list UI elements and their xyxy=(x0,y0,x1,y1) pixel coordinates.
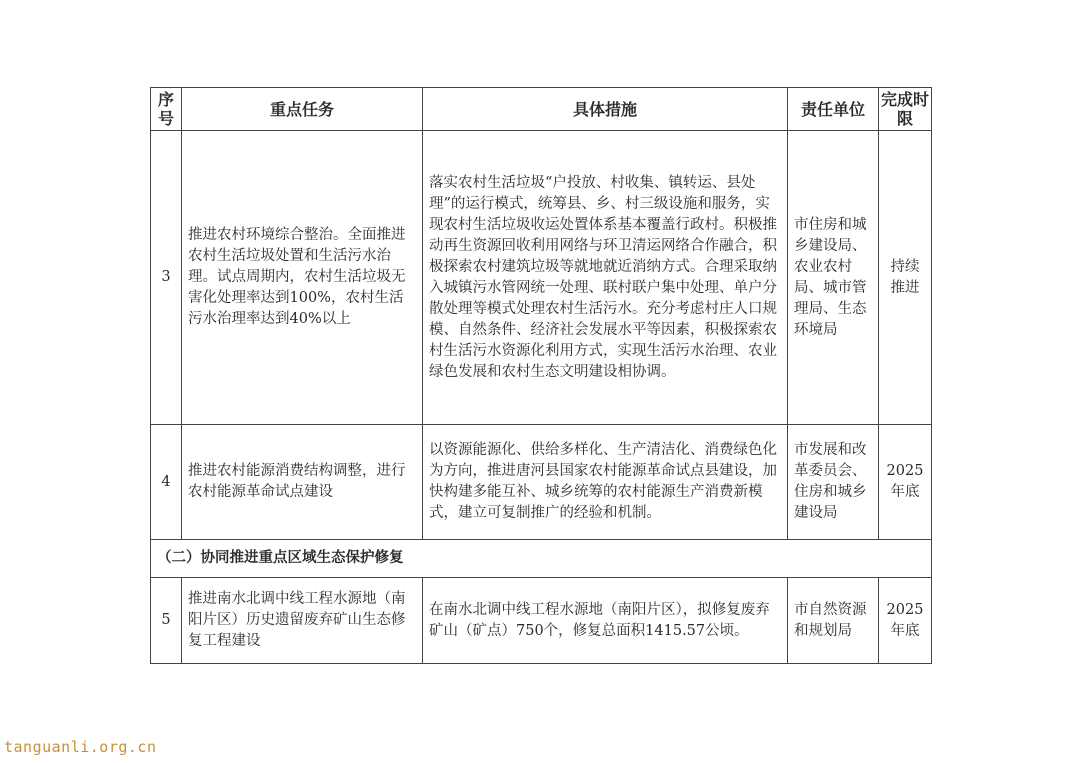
header-deadline: 完成时限 xyxy=(879,88,932,131)
task-table xyxy=(150,87,932,664)
row-measures: 在南水北调中线工程水源地（南阳片区），拟修复废弃矿山（矿点）750个，修复总面积1415.57公顷。 xyxy=(423,578,788,664)
table-row xyxy=(151,425,932,540)
row-num: 4 xyxy=(151,425,182,540)
row-unit: 市发展和改革委员会、住房和城乡建设局 xyxy=(788,425,879,540)
row-num: 5 xyxy=(151,578,182,664)
row-measures: 落实农村生活垃圾“户投放、村收集、镇转运、县处理”的运行模式，统筹县、乡、村三级设施和服务，实现农村生活垃圾收运处置体系基本覆盖行政村。积极推动再生资源回收利用网络与环卫清运网络合作融合，积极探索农村建筑垃圾等就地就近消纳方式。合理采取纳入城镇污水管网统一处理、联村联户集中处理、单户分散处理等模式处理农村生活污水。充分考虑村庄人口规模、自然条件、经济社会发展水平等因素，积极探索农村生活污水资源化利用方式，实现生活污水治理、农业绿色发展和农村生态文明建设相协调。 xyxy=(423,131,788,425)
table-row xyxy=(151,578,932,664)
section-row xyxy=(151,540,932,578)
header-row xyxy=(151,88,932,131)
header-measures: 具体措施 xyxy=(423,88,788,131)
row-deadline: 2025年底 xyxy=(879,425,932,540)
section-title: （二）协同推进重点区域生态保护修复 xyxy=(151,540,932,578)
row-unit: 市住房和城乡建设局、农业农村局、城市管理局、生态环境局 xyxy=(788,131,879,425)
row-num: 3 xyxy=(151,131,182,425)
row-deadline: 持续推进 xyxy=(879,131,932,425)
header-num: 序号 xyxy=(151,88,182,131)
table-row xyxy=(151,131,932,425)
row-task: 推进农村环境综合整治。全面推进农村生活垃圾处置和生活污水治理。试点周期内，农村生活垃圾无害化处理率达到100%，农村生活污水治理率达到40%以上 xyxy=(182,131,423,425)
row-deadline: 2025年底 xyxy=(879,578,932,664)
header-task: 重点任务 xyxy=(182,88,423,131)
row-unit: 市自然资源和规划局 xyxy=(788,578,879,664)
watermark: tanguanli.org.cn xyxy=(4,738,157,756)
row-measures: 以资源能源化、供给多样化、生产清洁化、消费绿色化为方向，推进唐河县国家农村能源革命试点县建设，加快构建多能互补、城乡统筹的农村能源生产消费新模式，建立可复制推广的经验和机制。 xyxy=(423,425,788,540)
row-task: 推进农村能源消费结构调整，进行农村能源革命试点建设 xyxy=(182,425,423,540)
header-unit: 责任单位 xyxy=(788,88,879,131)
row-task: 推进南水北调中线工程水源地（南阳片区）历史遗留废弃矿山生态修复工程建设 xyxy=(182,578,423,664)
